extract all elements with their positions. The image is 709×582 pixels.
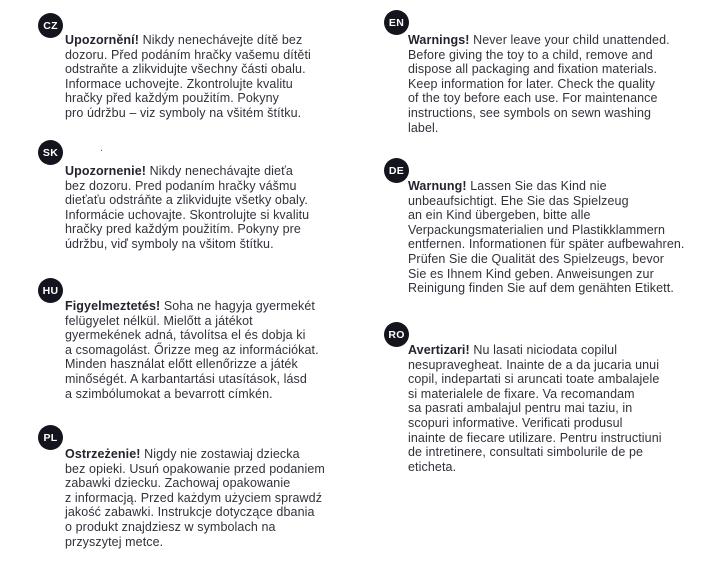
language-badge-de: DE [384, 158, 409, 183]
warning-text-line [65, 33, 311, 48]
warning-text-line: Sie es Ihnem Kind geben. Anweisungen zur [408, 266, 654, 281]
language-badge-hu: HU [38, 278, 63, 303]
warning-text-line [65, 447, 325, 462]
warning-text-line: copil, indepartati si aruncati toate ambalajele [408, 372, 660, 387]
warning-text-pl [65, 447, 325, 549]
warning-text-line: hračky pred každým použitím. Pokyny pre [65, 222, 301, 237]
warning-line-rest: Nikdy nenechávejte dítě bez [142, 33, 303, 47]
warning-text-line: a szimbólumokat a bevarrott címkén. [65, 386, 273, 401]
warning-text-hu [65, 299, 319, 401]
language-badge-ro: RO [384, 322, 409, 347]
language-badge-pl: PL [38, 425, 63, 450]
warning-text-line: dozoru. Před podáním hračky vašemu dítěti [65, 47, 311, 62]
warning-text-en [408, 33, 670, 135]
warning-text-line: przyszytej metce. [65, 534, 164, 549]
language-badge-sk: SK [38, 140, 63, 165]
warning-text-line: pro údržbu – viz symboly na všitém štítku. [65, 105, 302, 120]
warning-text-line: Before giving the toy to a child, remove and [408, 47, 653, 62]
warning-text-line: of the toy before each use. For maintenance [408, 91, 658, 106]
warning-text-ro [408, 343, 662, 474]
warning-text-line: scopuri informative. Verificati produsul [408, 415, 623, 430]
warning-text-line: entfernen. Informationen für später aufbewahren. [408, 237, 685, 252]
stray-mark: . [100, 143, 103, 154]
language-badge-cz: CZ [38, 13, 63, 38]
warning-text-line: hračky před každým použitím. Pokyny [65, 91, 279, 106]
warning-text-de [408, 179, 685, 296]
warning-text-line: nesupravegheat. Inainte de a da jucaria unui [408, 357, 660, 372]
warning-text-line: Minden használat előtt ellenőrizze a játék [65, 357, 298, 372]
warning-text-sk [65, 164, 309, 252]
warning-text-line [65, 299, 319, 314]
warning-lead-sk: Upozornenie! [65, 164, 147, 178]
warning-text-line: an ein Kind übergeben, bitte alle [408, 208, 591, 223]
warning-text-line: bez dozoru. Pred podaním hračky vášmu [65, 178, 297, 193]
warning-text-line: Verpackungsmaterialien und Plastikklammern [408, 222, 666, 237]
warning-line-rest: Soha ne hagyja gyermekét [163, 299, 315, 313]
warning-text-line [65, 164, 309, 179]
warning-text-line: dispose all packaging and fixation materials. [408, 62, 658, 77]
warning-text-line: z informacją. Przed każdym użyciem sprawdź [65, 490, 323, 505]
warning-text-line: sa pasrati ambalajul pentru mai taziu, in [408, 401, 633, 416]
warning-text-line: Informace uchovejte. Zkontrolujte kvalitu [65, 76, 293, 91]
warning-lead-ro: Avertizari! [408, 343, 470, 357]
warning-text-line: Prüfen Sie die Qualität des Spielzeugs, bevor [408, 251, 665, 266]
warning-text-line: Keep information for later. Check the quality [408, 76, 655, 91]
warning-text-line: minőségét. A karbantartási utasítások, lásd [65, 371, 307, 386]
warning-text-line: unbeaufsichtigt. Ehe Sie das Spielzeug [408, 193, 629, 208]
warning-text-line: inainte de fiecare utilizare. Pentru instructiuni [408, 430, 662, 445]
warning-text-line: údržbu, viď symboly na všitom štítku. [65, 236, 274, 251]
warning-text-line: odstraňte a zlikvidujte všechny části obalu. [65, 62, 306, 77]
warning-text-line: label. [408, 120, 439, 135]
warning-line-rest: Never leave your child unattended. [473, 33, 670, 47]
warning-text-line: zabawki dziecku. Zachowaj opakowanie [65, 476, 291, 491]
warning-text-line: jakość zabawki. Instrukcje dotyczące dbania [65, 505, 315, 520]
warning-text-line [408, 33, 670, 48]
warning-text-line [408, 343, 662, 358]
warning-lead-hu: Figyelmeztetés! [65, 299, 161, 313]
warning-text-line: de intretinere, consultati simbolurile de pe [408, 445, 644, 460]
warning-line-rest: Nigdy nie zostawiaj dziecka [144, 447, 300, 461]
warning-text-line: dieťaťu odstráňte a zlikvidujte všetky obaly. [65, 193, 308, 208]
warning-text-line: gyermekének adná, távolítsa el és dobja ki [65, 328, 306, 343]
language-badge-en: EN [384, 10, 409, 35]
warning-text-line: Informácie uchovajte. Skontrolujte si kvalitu [65, 207, 310, 222]
warning-text-line: bez opieki. Usuń opakowanie przed podaniem [65, 461, 325, 476]
warning-line-rest: Lassen Sie das Kind nie [470, 179, 607, 193]
warning-text-line: eticheta. [408, 459, 457, 474]
warning-line-rest: Nikdy nenechávajte dieťa [149, 164, 293, 178]
warning-lead-pl: Ostrzeżenie! [65, 447, 141, 461]
warning-lead-en: Warnings! [408, 33, 470, 47]
warning-text-line: felügyelet nélkül. Mielőtt a játékot [65, 313, 253, 328]
warning-line-rest: Nu lasati niciodata copilul [473, 343, 618, 357]
warning-text-line [408, 179, 685, 194]
warning-text-line: a csomagolást. Őrizze meg az információkat. [65, 342, 319, 357]
warning-lead-de: Warnung! [408, 179, 467, 193]
warning-text-line: o produkt znajdziesz w symbolach na [65, 519, 276, 534]
warning-lead-cz: Upozornění! [65, 33, 140, 47]
warning-text-line: Reinigung finden Sie auf dem genähten Etikett. [408, 281, 674, 296]
warning-text-line: instructions, see symbols on sewn washing [408, 105, 652, 120]
warning-text-line: si materialele de fixare. Va recomandam [408, 386, 635, 401]
warning-text-cz [65, 33, 311, 121]
